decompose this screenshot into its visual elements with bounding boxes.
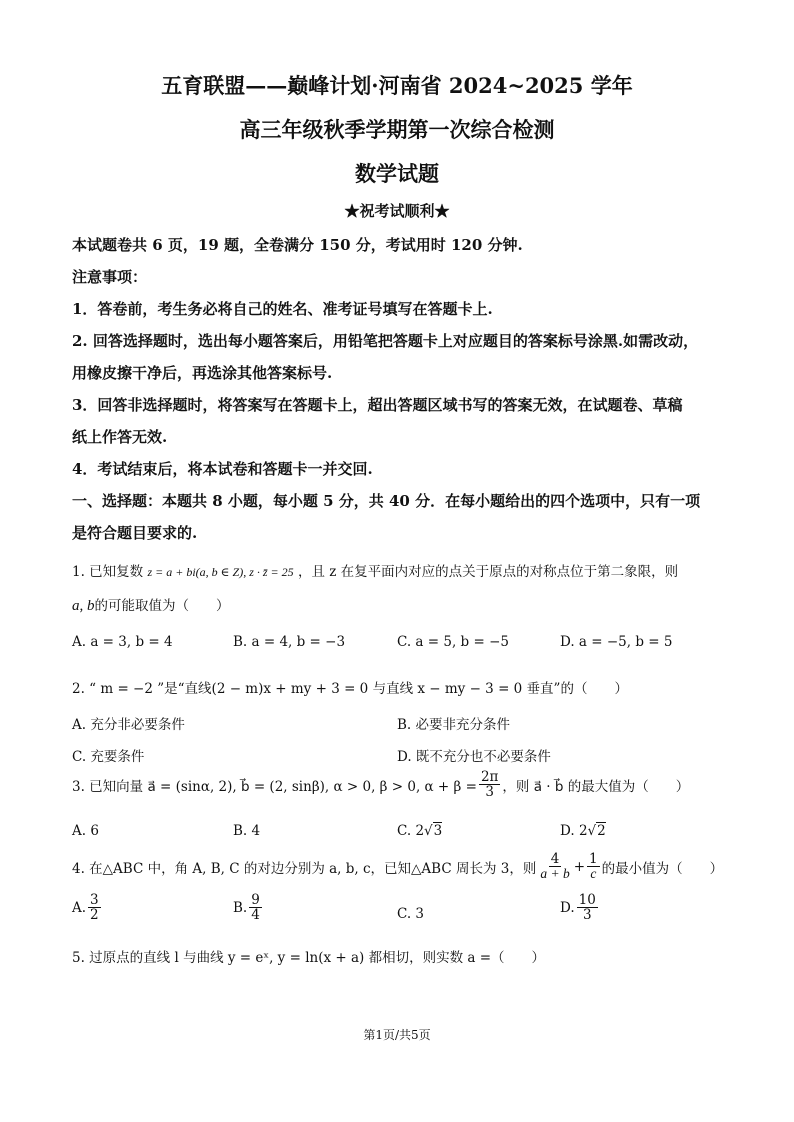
question-5: 5. 过原点的直线 l 与曲线 y = eˣ, y = ln(x + a) 都相切，则实数 a =（ ） [72,950,546,966]
wish-line: ★祝考试顺利★ [344,202,450,220]
sqrt-icon: √ [587,823,597,839]
q1-option-a: A. a = 3, b = 4 [72,634,173,650]
q1-line2-text: 的可能取值为（ ） [94,598,230,614]
q4-fraction-1 [538,852,571,881]
question-2: 2. “ m = −2 ”是“直线(2 − m)x + my + 3 = 0 与直线 x − my − 3 = 0 垂直”的（ ） [72,681,628,697]
q4-option-a-num: 3 [90,892,99,908]
q4-prefix: 4. 在△ABC 中，角 A, B, C 的对边分别为 a, b, c，已知△ABC 周长为 3，则 [72,860,537,877]
q3-option-d-label: D. [560,823,575,839]
q1-option-d: D. a = −5, b = 5 [560,634,673,650]
q4-option-b-label: B. [233,899,248,916]
q4-plus: + [573,858,586,875]
q4-option-d-label: D. [560,899,575,916]
q2-option-c: C. 充要条件 [72,749,145,765]
q1-vars: a, b [72,598,95,614]
q3-option-d-rad: 2 [597,823,606,839]
q3-option-c-rad: 3 [433,823,443,839]
q2-option-b: B. 必要非充分条件 [397,717,511,733]
q4-option-a [72,893,103,922]
q4-f2-num: 1 [589,851,598,867]
q4-suffix: 的最小值为（ ） [601,860,724,877]
q4-f2-den: c [590,866,597,882]
q3-fraction [479,770,500,799]
q2-option-d: D. 既不充分也不必要条件 [397,749,551,765]
q3-option-a: A. 6 [72,823,99,839]
q4-option-b-den: 4 [251,907,260,924]
q4-option-d-den: 3 [582,907,592,924]
q3-prefix: 3. 已知向量 a⃗ = (sinα, 2), b⃗ = (2, sinβ), α > 0, β > 0, α + β = [72,778,477,795]
q4-option-d-num: 10 [578,892,596,908]
q4-option-a-den: 2 [90,907,99,924]
note-3-line-1: 3．回答非选择题时，将答案写在答题卡上，超出答题区域书写的答案无效，在试题卷、草稿 [72,396,683,414]
q1-prefix: 1. 已知复数 [72,564,144,580]
sqrt-icon: √ [424,823,433,839]
q3-option-c [397,823,442,839]
notes-heading: 注意事项： [72,268,148,286]
note-1: 1．答卷前，考生务必将自己的姓名、准考证号填写在答题卡上. [72,300,493,318]
question-3 [72,770,689,799]
q4-f1-den: a + b [540,866,570,882]
title-line-2: 高三年级秋季学期第一次综合检测 [239,117,555,142]
q4-option-d [560,893,600,922]
page-footer: 第1页/共5页 [363,1028,431,1042]
q4-fraction-2 [587,852,600,881]
q3-suffix: ，则 a⃗ · b⃗ 的最大值为（ ） [502,778,690,795]
title-line-3: 数学试题 [355,161,439,186]
question-4 [72,852,723,881]
note-2-line-2: 用橡皮擦干净后，再选涂其他答案标号. [72,364,333,382]
q3-frac-den: 3 [485,784,494,801]
q3-option-c-coef: 2 [415,823,425,839]
q3-option-d-coef: 2 [578,823,588,839]
q4-f1-num: 4 [550,851,560,867]
q4-option-d-fraction [577,893,598,922]
q3-option-d [560,823,606,839]
question-1-line-1 [72,560,678,580]
section-1-line-2: 是符合题目要求的. [72,524,198,542]
q4-option-a-fraction [88,893,101,922]
question-1-line-2 [72,594,230,615]
q4-option-c: C. 3 [397,906,425,922]
q4-option-b-num: 9 [251,892,260,908]
q3-option-b: B. 4 [233,823,261,839]
exam-summary: 本试题卷共 6 页，19 题，全卷满分 150 分，考试用时 120 分钟. [72,236,523,254]
q4-option-a-label: A. [72,899,87,916]
note-2-line-1: 2. 回答选择题时，选出每小题答案后，用铅笔把答题卡上对应题目的答案标号涂黑.如需改动， [72,332,699,350]
title-line-1: 五育联盟——巅峰计划·河南省 2024~2025 学年 [161,73,633,98]
q4-option-b-fraction [249,893,262,922]
q3-option-c-label: C. [397,823,412,839]
note-3-line-2: 纸上作答无效. [72,428,168,446]
q4-option-b [233,893,264,922]
q1-option-c: C. a = 5, b = −5 [397,634,509,650]
q1-condition: z = a + bi(a, b ∈ Z), z · z̄ = 25 [147,565,294,579]
q1-suffix: ，且 z 在复平面内对应的点关于原点的对称点位于第二象限，则 [297,564,679,580]
note-4: 4．考试结束后，将本试卷和答题卡一并交回. [72,460,373,478]
section-1-line-1: 一、选择题：本题共 8 小题，每小题 5 分，共 40 分．在每小题给出的四个选项中，只有一项 [72,492,701,510]
q1-option-b: B. a = 4, b = −3 [233,634,346,650]
q2-option-a: A. 充分非必要条件 [72,717,185,733]
q3-frac-num: 2π [480,769,499,785]
